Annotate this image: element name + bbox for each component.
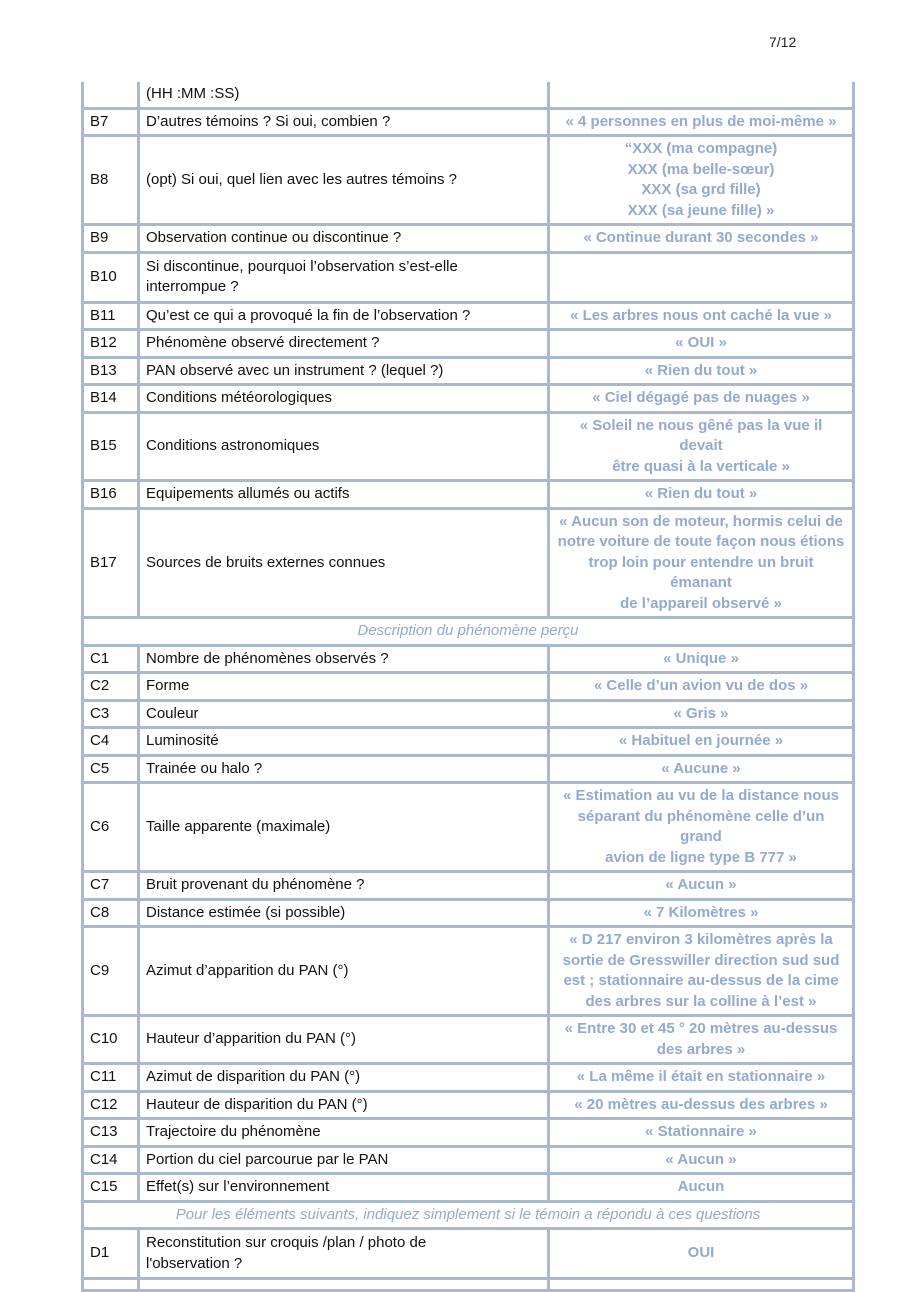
table-row — [83, 783, 854, 872]
answer-line: séparant du phénomène celle d’un grand — [577, 807, 825, 845]
question-line: interrompue ? — [146, 278, 239, 295]
item-code — [83, 1279, 139, 1291]
item-answer — [549, 82, 854, 108]
item-code: B8 — [83, 136, 139, 225]
answer-line: « Unique » — [663, 649, 739, 667]
item-answer — [549, 108, 854, 136]
item-code: C10 — [83, 1016, 139, 1064]
item-answer — [549, 1279, 854, 1291]
question-line: (HH :MM :SS) — [146, 85, 240, 102]
question-line: Sources de bruits externes connues — [146, 553, 386, 571]
answer-line: « Aucune » — [661, 759, 741, 777]
item-question — [139, 357, 549, 385]
item-question — [139, 481, 549, 509]
item-code: B9 — [83, 225, 139, 253]
question-line: Phénomène observé directement ? — [146, 334, 380, 351]
answer-line: « Aucun son de moteur, hormis celui de — [559, 512, 843, 530]
item-answer — [549, 872, 854, 900]
answer-line: « D 217 environ 3 kilomètres après la — [569, 931, 833, 948]
item-code: B11 — [83, 302, 139, 330]
table-row — [83, 755, 854, 783]
item-answer — [549, 1229, 854, 1279]
table-row — [83, 1091, 854, 1119]
question-line: Trainée ou halo ? — [146, 759, 263, 777]
answer-line: « Soleil ne nous gêné pas la vue il devait — [579, 416, 823, 454]
answer-line: « 7 Kilomètres » — [643, 903, 759, 921]
question-line: Qu’est ce qui a provoqué la fin de l’observation ? — [146, 306, 471, 324]
item-question — [139, 1016, 549, 1064]
questionnaire-rows — [83, 82, 854, 1291]
item-code: C5 — [83, 755, 139, 783]
answer-line: “XXX (ma compagne) — [624, 140, 778, 157]
table-row — [83, 357, 854, 385]
answer-line: « Rien du tout » — [644, 361, 758, 379]
question-line: Couleur — [146, 704, 199, 722]
item-answer — [549, 412, 854, 481]
answer-line: « Estimation au vu de la distance nous — [563, 787, 839, 804]
item-code: B13 — [83, 357, 139, 385]
answer-line: « 20 mètres au-dessus des arbres » — [574, 1095, 828, 1113]
item-answer — [549, 1091, 854, 1119]
table-row — [83, 1229, 854, 1279]
section-row — [83, 1201, 854, 1229]
item-question — [139, 645, 549, 673]
question-line: Distance estimée (si possible) — [146, 903, 346, 921]
table-row — [83, 1146, 854, 1174]
answer-line: « Habituel en journée » — [618, 732, 784, 749]
questionnaire-table — [81, 82, 855, 1292]
question-line: Nombre de phénomènes observés ? — [146, 649, 389, 667]
item-question — [139, 82, 549, 108]
answer-line: « 4 personnes en plus de moi-même » — [565, 112, 837, 130]
item-question — [139, 108, 549, 136]
item-answer — [549, 1064, 854, 1092]
table-row — [83, 645, 854, 673]
item-code: C12 — [83, 1091, 139, 1119]
table-row — [83, 385, 854, 413]
item-answer — [549, 508, 854, 618]
item-question — [139, 136, 549, 225]
item-code: C13 — [83, 1119, 139, 1147]
answer-line: sortie de Gresswiller direction sud sud — [562, 951, 840, 969]
table-row — [83, 1279, 854, 1291]
table-row — [83, 700, 854, 728]
item-question — [139, 225, 549, 253]
item-answer — [549, 645, 854, 673]
answer-line: « OUI » — [675, 334, 727, 351]
item-answer — [549, 755, 854, 783]
answer-line: être quasi à la verticale » — [612, 457, 790, 475]
answer-line: « La même il était en stationnaire » — [576, 1068, 826, 1085]
item-code: B15 — [83, 412, 139, 481]
item-answer — [549, 330, 854, 358]
item-code: B17 — [83, 508, 139, 618]
question-line: Trajectoire du phénomène — [146, 1123, 321, 1140]
table-row — [83, 1119, 854, 1147]
question-line: (opt) Si oui, quel lien avec les autres témoins ? — [146, 170, 457, 188]
table-row — [83, 225, 854, 253]
table-row — [83, 728, 854, 756]
item-code: C1 — [83, 645, 139, 673]
question-line: Portion du ciel parcourue par le PAN — [146, 1150, 389, 1168]
answer-line: « Continue durant 30 secondes » — [583, 229, 819, 246]
item-question — [139, 412, 549, 481]
answer-line: « Rien du tout » — [644, 485, 758, 502]
item-answer — [549, 673, 854, 701]
table-row — [83, 872, 854, 900]
table-row — [83, 136, 854, 225]
answer-line: trop loin pour entendre un bruit émanant — [588, 553, 814, 591]
item-question — [139, 755, 549, 783]
item-code: C15 — [83, 1174, 139, 1202]
question-line: Conditions astronomiques — [146, 437, 320, 454]
item-answer — [549, 700, 854, 728]
item-question — [139, 673, 549, 701]
item-answer — [549, 136, 854, 225]
question-line: Taille apparente (maximale) — [146, 817, 331, 835]
table-row — [83, 481, 854, 509]
item-code: B12 — [83, 330, 139, 358]
item-question — [139, 700, 549, 728]
answer-line: « Stationnaire » — [645, 1123, 757, 1140]
answer-line: « Entre 30 et 45 ° 20 mètres au-dessus — [564, 1020, 838, 1037]
table-row — [83, 412, 854, 481]
item-question — [139, 1146, 549, 1174]
item-question — [139, 1064, 549, 1092]
answer-line: « Aucun » — [665, 1150, 737, 1168]
section-title: Pour les éléments suivants, indiquez simplement si le témoin a répondu à ces questions — [83, 1201, 854, 1229]
table-row — [83, 673, 854, 701]
item-code: C4 — [83, 728, 139, 756]
question-line: Forme — [146, 677, 190, 694]
item-code: C9 — [83, 927, 139, 1016]
answer-line: « Gris » — [673, 704, 729, 722]
item-answer — [549, 225, 854, 253]
answer-line: de l’appareil observé » — [620, 594, 782, 612]
table-row — [83, 1064, 854, 1092]
item-question — [139, 252, 549, 302]
answer-line: « Les arbres nous ont caché la vue » — [570, 306, 832, 324]
table-row — [83, 508, 854, 618]
section-title: Description du phénomène perçu — [83, 618, 854, 646]
table-row — [83, 252, 854, 302]
item-question — [139, 783, 549, 872]
question-line: D’autres témoins ? Si oui, combien ? — [146, 112, 391, 130]
item-answer — [549, 728, 854, 756]
answer-line: XXX (sa jeune fille) » — [627, 201, 775, 219]
question-line: l'observation ? — [146, 1254, 243, 1272]
item-question — [139, 728, 549, 756]
question-line: Azimut de disparition du PAN (°) — [146, 1068, 361, 1085]
answer-line: des arbres sur la colline à l’est » — [585, 992, 817, 1010]
item-code: C3 — [83, 700, 139, 728]
item-answer — [549, 357, 854, 385]
item-question — [139, 1279, 549, 1291]
item-answer — [549, 385, 854, 413]
item-code — [83, 82, 139, 108]
item-question — [139, 1229, 549, 1279]
item-answer — [549, 927, 854, 1016]
section-row — [83, 618, 854, 646]
question-line: Conditions météorologiques — [146, 389, 332, 406]
item-question — [139, 508, 549, 618]
item-question — [139, 899, 549, 927]
item-code: C11 — [83, 1064, 139, 1092]
item-code: D1 — [83, 1229, 139, 1279]
answer-line: « Ciel dégagé pas de nuages » — [592, 389, 810, 406]
item-question — [139, 385, 549, 413]
item-code: B16 — [83, 481, 139, 509]
answer-line: « Celle d’un avion vu de dos » — [593, 677, 809, 694]
item-question — [139, 302, 549, 330]
item-code: B14 — [83, 385, 139, 413]
question-line: Hauteur d’apparition du PAN (°) — [146, 1030, 356, 1048]
item-question — [139, 1174, 549, 1202]
table-row — [83, 302, 854, 330]
table-row — [83, 927, 854, 1016]
item-code: B7 — [83, 108, 139, 136]
answer-line: est ; stationnaire au-dessus de la cime — [563, 972, 839, 989]
item-answer — [549, 1146, 854, 1174]
item-question — [139, 872, 549, 900]
question-line: Luminosité — [146, 732, 219, 749]
item-answer — [549, 899, 854, 927]
answer-line: notre voiture de toute façon nous étions — [557, 533, 845, 550]
item-question — [139, 927, 549, 1016]
item-answer — [549, 1016, 854, 1064]
question-line: Hauteur de disparition du PAN (°) — [146, 1095, 368, 1113]
table-row — [83, 330, 854, 358]
item-code: C14 — [83, 1146, 139, 1174]
question-line: Reconstitution sur croquis /plan / photo de — [146, 1234, 427, 1251]
answer-line: Aucun — [677, 1178, 725, 1195]
item-code: C8 — [83, 899, 139, 927]
item-answer — [549, 481, 854, 509]
answer-line: OUI — [687, 1244, 715, 1262]
item-answer — [549, 252, 854, 302]
item-question — [139, 1119, 549, 1147]
question-line: PAN observé avec un instrument ? (lequel ?) — [146, 361, 444, 379]
item-code: B10 — [83, 252, 139, 302]
answer-line: avion de ligne type B 777 » — [605, 848, 797, 866]
question-line: Bruit provenant du phénomène ? — [146, 876, 365, 893]
question-line: Observation continue ou discontinue ? — [146, 229, 402, 246]
item-answer — [549, 783, 854, 872]
table-row — [83, 82, 854, 108]
item-question — [139, 330, 549, 358]
answer-line: des arbres » — [656, 1040, 746, 1058]
item-answer — [549, 302, 854, 330]
answer-line: « Aucun » — [665, 876, 737, 893]
question-line: Equipements allumés ou actifs — [146, 485, 350, 502]
item-answer — [549, 1174, 854, 1202]
answer-line: XXX (sa grd fille) — [641, 181, 761, 198]
table-row — [83, 899, 854, 927]
table-row — [83, 108, 854, 136]
table-row — [83, 1174, 854, 1202]
question-line: Azimut d’apparition du PAN (°) — [146, 961, 349, 979]
answer-line: XXX (ma belle-sœur) — [627, 160, 775, 178]
question-line: Effet(s) sur l’environnement — [146, 1178, 330, 1195]
item-code: C7 — [83, 872, 139, 900]
item-answer — [549, 1119, 854, 1147]
item-code: C6 — [83, 783, 139, 872]
page-number: 7/12 — [769, 34, 797, 50]
item-code: C2 — [83, 673, 139, 701]
table-row — [83, 1016, 854, 1064]
item-question — [139, 1091, 549, 1119]
question-line: Si discontinue, pourquoi l’observation s’est-elle — [146, 257, 458, 275]
